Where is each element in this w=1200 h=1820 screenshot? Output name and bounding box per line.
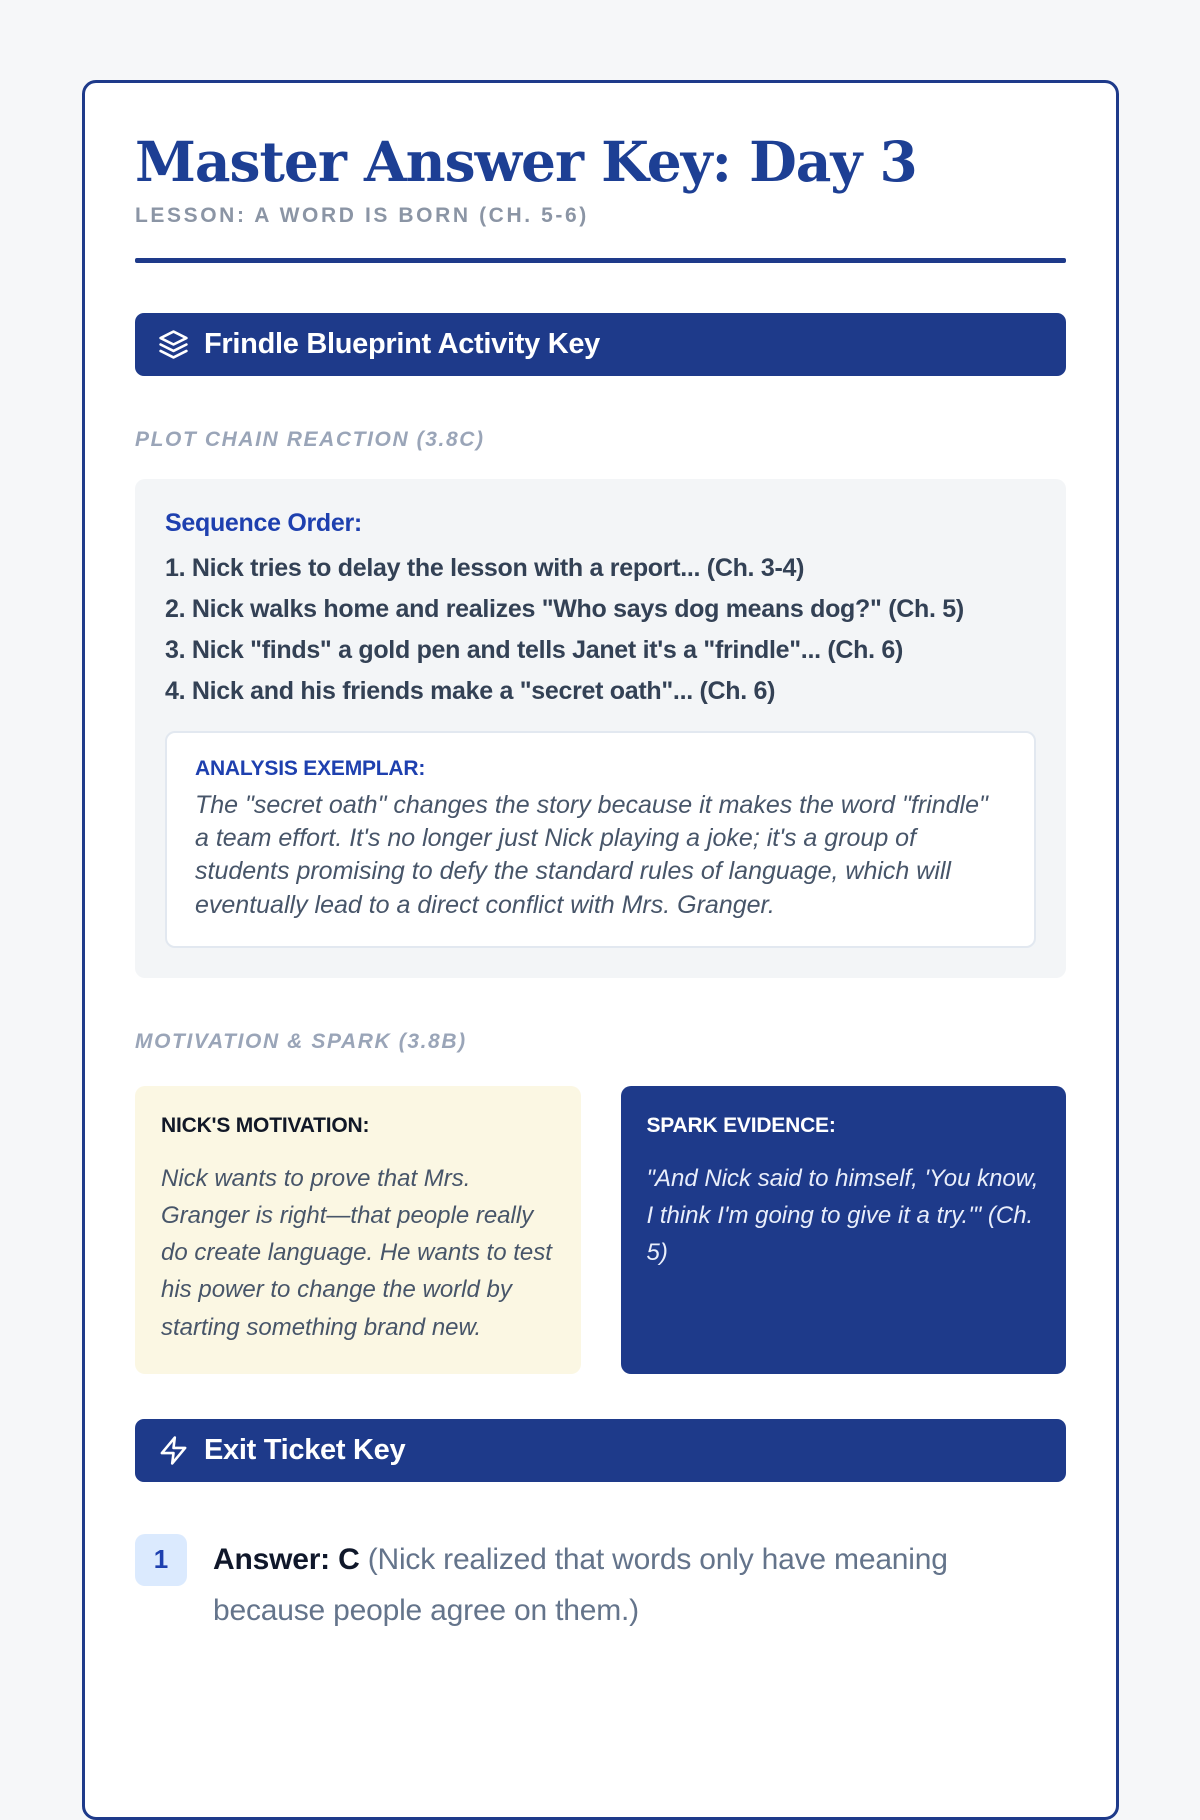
blueprint-banner-title: Frindle Blueprint Activity Key <box>204 327 600 360</box>
analysis-exemplar-text: The "secret oath" changes the story because it makes the word "frindle" a team effort. It's no longer just Nick playing a joke; it's a group of students promising to defy the standard rules of language, which will eventually lead to a direct conflict with Mrs. Granger. <box>195 790 988 919</box>
nicks-motivation-heading: NICK'S MOTIVATION: <box>161 1113 370 1137</box>
answer-text <box>213 1534 1066 1637</box>
lesson-subtitle: LESSON: A WORD IS BORN (CH. 5-6) <box>135 203 589 227</box>
blueprint-section-banner <box>135 313 1066 376</box>
sequence-panel <box>135 479 1066 978</box>
answer-letter: Answer: C <box>213 1542 368 1576</box>
answer-key-sheet <box>82 80 1119 1820</box>
spark-evidence-card <box>621 1086 1067 1374</box>
zap-icon <box>158 1435 189 1466</box>
layers-icon <box>158 329 189 360</box>
motivation-spark-columns <box>135 1086 1066 1374</box>
nicks-motivation-card <box>135 1086 581 1374</box>
answer-detail: (Nick realized that words only have meaning because people agree on them.) <box>213 1542 948 1628</box>
sequence-list <box>165 553 1036 705</box>
header-divider <box>135 258 1066 263</box>
spark-evidence-heading: SPARK EVIDENCE: <box>646 1113 836 1137</box>
question-number-badge: 1 <box>135 1534 187 1586</box>
list-item: 3. Nick "finds" a gold pen and tells Janet it's a "frindle"... (Ch. 6) <box>165 635 904 664</box>
list-item: 4. Nick and his friends make a "secret oath"... (Ch. 6) <box>165 676 776 705</box>
answer-row-1 <box>135 1534 1066 1637</box>
spark-evidence-text: "And Nick said to himself, 'You know, I think I'm going to give it a try.'" (Ch. 5) <box>646 1164 1039 1267</box>
analysis-exemplar-box <box>165 731 1036 948</box>
page-title: Master Answer Key: Day 3 <box>135 129 917 194</box>
exit-ticket-banner-title: Exit Ticket Key <box>204 1433 406 1466</box>
list-item: 2. Nick walks home and realizes "Who says dog means dog?" (Ch. 5) <box>165 594 964 623</box>
motivation-spark-label: MOTIVATION & SPARK (3.8B) <box>135 1029 467 1053</box>
sequence-order-heading: Sequence Order: <box>165 508 362 537</box>
plot-chain-label: PLOT CHAIN REACTION (3.8C) <box>135 427 485 451</box>
exit-ticket-section-banner <box>135 1419 1066 1482</box>
analysis-exemplar-label: ANALYSIS EXEMPLAR: <box>195 756 426 780</box>
list-item: 1. Nick tries to delay the lesson with a report... (Ch. 3-4) <box>165 553 805 582</box>
nicks-motivation-text: Nick wants to prove that Mrs. Granger is right—that people really do create language. He wants to test his power to change the world by starting something brand new. <box>161 1164 552 1341</box>
